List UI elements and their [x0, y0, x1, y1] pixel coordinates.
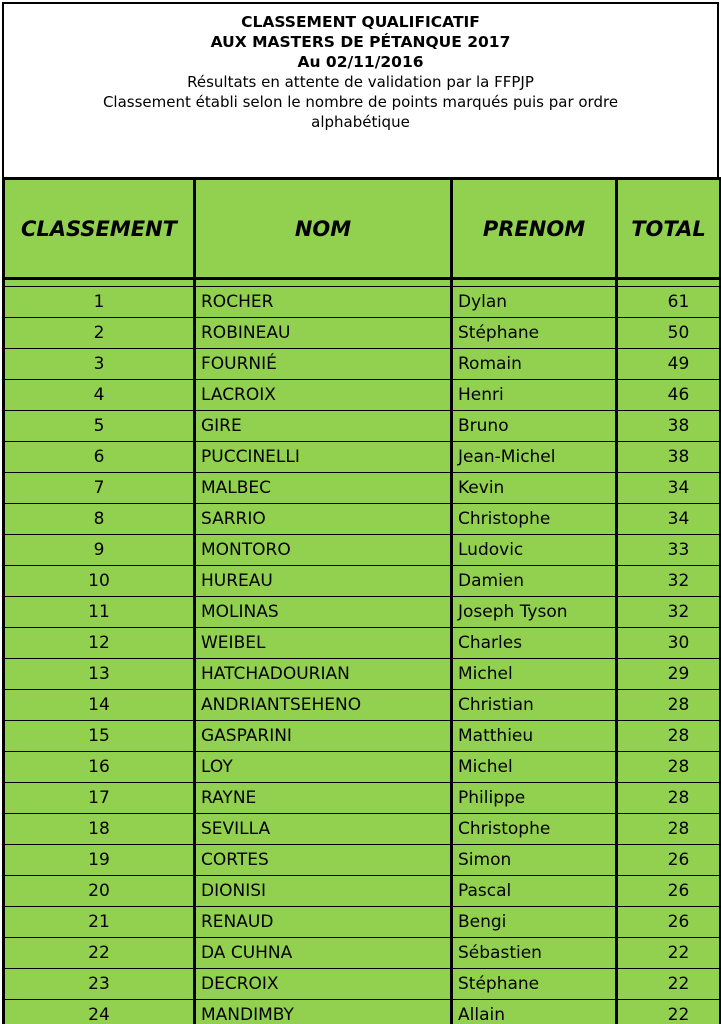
total-cell: 33 — [617, 535, 721, 566]
validation-note: Résultats en attente de validation par la FFPJP — [187, 73, 534, 91]
total-cell: 32 — [617, 566, 721, 597]
prenom-cell: Ludovic — [452, 535, 617, 566]
nom-cell: DA CUHNA — [195, 938, 452, 969]
table-row — [4, 876, 721, 907]
rank-cell: 3 — [4, 349, 195, 380]
rank-cell: 20 — [4, 876, 195, 907]
column-header-prenom: PRENOM — [452, 179, 617, 279]
table-row — [4, 721, 721, 752]
total-cell: 38 — [617, 442, 721, 473]
prenom-cell: Dylan — [452, 287, 617, 318]
table-row — [4, 566, 721, 597]
rank-cell: 2 — [4, 318, 195, 349]
total-cell: 28 — [617, 814, 721, 845]
rank-cell: 14 — [4, 690, 195, 721]
column-header-rank: CLASSEMENT — [4, 179, 195, 279]
nom-cell: WEIBEL — [195, 628, 452, 659]
rank-cell: 16 — [4, 752, 195, 783]
rank-cell: 12 — [4, 628, 195, 659]
total-cell: 29 — [617, 659, 721, 690]
total-cell: 46 — [617, 380, 721, 411]
prenom-cell: Michel — [452, 752, 617, 783]
nom-cell: LACROIX — [195, 380, 452, 411]
prenom-cell: Christophe — [452, 814, 617, 845]
total-cell: 28 — [617, 690, 721, 721]
prenom-cell: Christian — [452, 690, 617, 721]
ranking-method-note-cont: alphabétique — [311, 113, 410, 131]
nom-cell: CORTES — [195, 845, 452, 876]
table-row — [4, 628, 721, 659]
rank-cell: 15 — [4, 721, 195, 752]
prenom-cell: Stéphane — [452, 318, 617, 349]
rank-cell: 6 — [4, 442, 195, 473]
total-cell: 26 — [617, 876, 721, 907]
nom-cell: RENAUD — [195, 907, 452, 938]
table-row — [4, 1000, 721, 1024]
table-row — [4, 442, 721, 473]
table-row — [4, 659, 721, 690]
total-cell: 50 — [617, 318, 721, 349]
nom-cell: MONTORO — [195, 535, 452, 566]
nom-cell: HATCHADOURIAN — [195, 659, 452, 690]
nom-cell: HUREAU — [195, 566, 452, 597]
prenom-cell: Joseph Tyson — [452, 597, 617, 628]
rank-cell: 8 — [4, 504, 195, 535]
nom-cell: SEVILLA — [195, 814, 452, 845]
prenom-cell: Allain — [452, 1000, 617, 1024]
prenom-cell: Kevin — [452, 473, 617, 504]
prenom-cell: Michel — [452, 659, 617, 690]
prenom-cell: Sébastien — [452, 938, 617, 969]
rank-cell: 5 — [4, 411, 195, 442]
prenom-cell: Damien — [452, 566, 617, 597]
nom-cell: ROCHER — [195, 287, 452, 318]
rank-cell: 22 — [4, 938, 195, 969]
total-cell: 28 — [617, 783, 721, 814]
table-row — [4, 287, 721, 318]
nom-cell: MOLINAS — [195, 597, 452, 628]
rank-cell: 9 — [4, 535, 195, 566]
rank-cell: 1 — [4, 287, 195, 318]
nom-cell: GASPARINI — [195, 721, 452, 752]
nom-cell: DECROIX — [195, 969, 452, 1000]
total-cell: 22 — [617, 969, 721, 1000]
prenom-cell: Henri — [452, 380, 617, 411]
table-row — [4, 411, 721, 442]
table-row — [4, 504, 721, 535]
rank-cell: 21 — [4, 907, 195, 938]
total-cell: 28 — [617, 752, 721, 783]
ranking-method-note: Classement établi selon le nombre de points marqués puis par ordre — [102, 93, 619, 111]
nom-cell: ROBINEAU — [195, 318, 452, 349]
nom-cell: FOURNIÉ — [195, 349, 452, 380]
table-body — [4, 279, 721, 1024]
table-row — [4, 597, 721, 628]
rank-cell: 18 — [4, 814, 195, 845]
rank-cell: 7 — [4, 473, 195, 504]
total-cell: 28 — [617, 721, 721, 752]
table-row — [4, 349, 721, 380]
prenom-cell: Charles — [452, 628, 617, 659]
rank-cell: 19 — [4, 845, 195, 876]
rank-cell: 24 — [4, 1000, 195, 1024]
rank-cell: 17 — [4, 783, 195, 814]
total-cell: 22 — [617, 1000, 721, 1024]
prenom-cell: Christophe — [452, 504, 617, 535]
table-row — [4, 473, 721, 504]
total-cell: 38 — [617, 411, 721, 442]
total-cell: 32 — [617, 597, 721, 628]
ranking-table — [2, 177, 721, 1024]
total-cell: 34 — [617, 504, 721, 535]
nom-cell: MANDIMBY — [195, 1000, 452, 1024]
rank-cell: 4 — [4, 380, 195, 411]
column-header-total: TOTAL — [617, 179, 721, 279]
table-row — [4, 969, 721, 1000]
table-row — [4, 318, 721, 349]
total-cell: 61 — [617, 287, 721, 318]
table-row — [4, 938, 721, 969]
prenom-cell: Jean-Michel — [452, 442, 617, 473]
nom-cell: PUCCINELLI — [195, 442, 452, 473]
rank-cell: 11 — [4, 597, 195, 628]
nom-cell: LOY — [195, 752, 452, 783]
table-row — [4, 535, 721, 566]
nom-cell: SARRIO — [195, 504, 452, 535]
total-cell: 26 — [617, 845, 721, 876]
nom-cell: MALBEC — [195, 473, 452, 504]
rank-cell: 13 — [4, 659, 195, 690]
table-row — [4, 907, 721, 938]
document-header — [2, 2, 719, 178]
nom-cell: ANDRIANTSEHENO — [195, 690, 452, 721]
table-row — [4, 690, 721, 721]
nom-cell: DIONISI — [195, 876, 452, 907]
nom-cell: GIRE — [195, 411, 452, 442]
prenom-cell: Matthieu — [452, 721, 617, 752]
prenom-cell: Bengi — [452, 907, 617, 938]
prenom-cell: Pascal — [452, 876, 617, 907]
total-cell: 26 — [617, 907, 721, 938]
total-cell: 49 — [617, 349, 721, 380]
rank-cell: 10 — [4, 566, 195, 597]
total-cell: 30 — [617, 628, 721, 659]
prenom-cell: Philippe — [452, 783, 617, 814]
table-row — [4, 752, 721, 783]
title-line-2: AUX MASTERS DE PÉTANQUE 2017 — [210, 33, 511, 51]
header-spacer-row — [4, 279, 721, 287]
total-cell: 34 — [617, 473, 721, 504]
nom-cell: RAYNE — [195, 783, 452, 814]
column-header-nom: NOM — [195, 179, 452, 279]
table-row — [4, 783, 721, 814]
title-line-1: CLASSEMENT QUALIFICATIF — [241, 13, 480, 31]
total-cell: 22 — [617, 938, 721, 969]
prenom-cell: Simon — [452, 845, 617, 876]
rank-cell: 23 — [4, 969, 195, 1000]
table-row — [4, 845, 721, 876]
table-row — [4, 380, 721, 411]
table-row — [4, 814, 721, 845]
table-header-row — [4, 179, 721, 279]
title-date: Au 02/11/2016 — [297, 53, 424, 71]
prenom-cell: Romain — [452, 349, 617, 380]
prenom-cell: Bruno — [452, 411, 617, 442]
prenom-cell: Stéphane — [452, 969, 617, 1000]
